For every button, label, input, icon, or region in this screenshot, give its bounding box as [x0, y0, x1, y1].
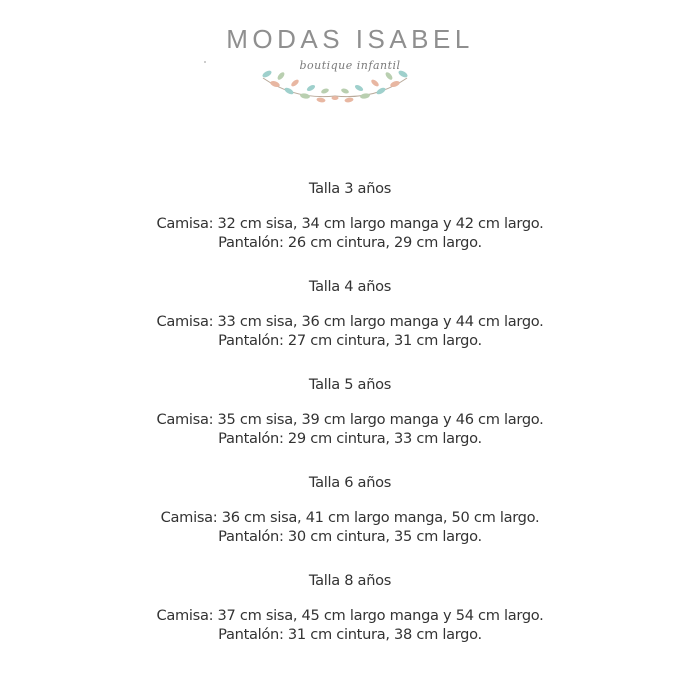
- size-block-6: [0, 473, 700, 568]
- size-title: Talla 4 años: [308, 278, 392, 295]
- size-block-4: [0, 277, 700, 372]
- pantalon-measurements: Pantalón: 29 cm cintura, 33 cm largo.: [218, 430, 482, 447]
- pantalon-measurements: Pantalón: 26 cm cintura, 29 cm largo.: [218, 234, 482, 251]
- size-title: Talla 6 años: [308, 474, 392, 491]
- size-title: Talla 3 años: [308, 180, 392, 197]
- camisa-measurements: Camisa: 35 cm sisa, 39 cm largo manga y 46 cm largo.: [156, 411, 544, 428]
- stray-dot: [204, 61, 206, 63]
- size-block-5: [0, 375, 700, 470]
- brand-name: MODAS ISABEL: [226, 24, 474, 54]
- brand-subtitle: boutique infantil: [299, 59, 401, 72]
- size-chart: [0, 176, 700, 666]
- pantalon-measurements: Pantalón: 31 cm cintura, 38 cm largo.: [218, 626, 482, 643]
- camisa-measurements: Camisa: 36 cm sisa, 41 cm largo manga, 50 cm largo.: [160, 509, 540, 526]
- size-block-3: [0, 179, 700, 274]
- camisa-measurements: Camisa: 37 cm sisa, 45 cm largo manga y 54 cm largo.: [156, 607, 544, 624]
- leaf-wreath-icon: [255, 60, 415, 110]
- size-title: Talla 5 años: [308, 376, 392, 393]
- pantalon-measurements: Pantalón: 27 cm cintura, 31 cm largo.: [218, 332, 482, 349]
- camisa-measurements: Camisa: 32 cm sisa, 34 cm largo manga y 42 cm largo.: [156, 215, 544, 232]
- camisa-measurements: Camisa: 33 cm sisa, 36 cm largo manga y 44 cm largo.: [156, 313, 544, 330]
- size-block-8: [0, 571, 700, 666]
- pantalon-measurements: Pantalón: 30 cm cintura, 35 cm largo.: [218, 528, 482, 545]
- size-title: Talla 8 años: [308, 572, 392, 589]
